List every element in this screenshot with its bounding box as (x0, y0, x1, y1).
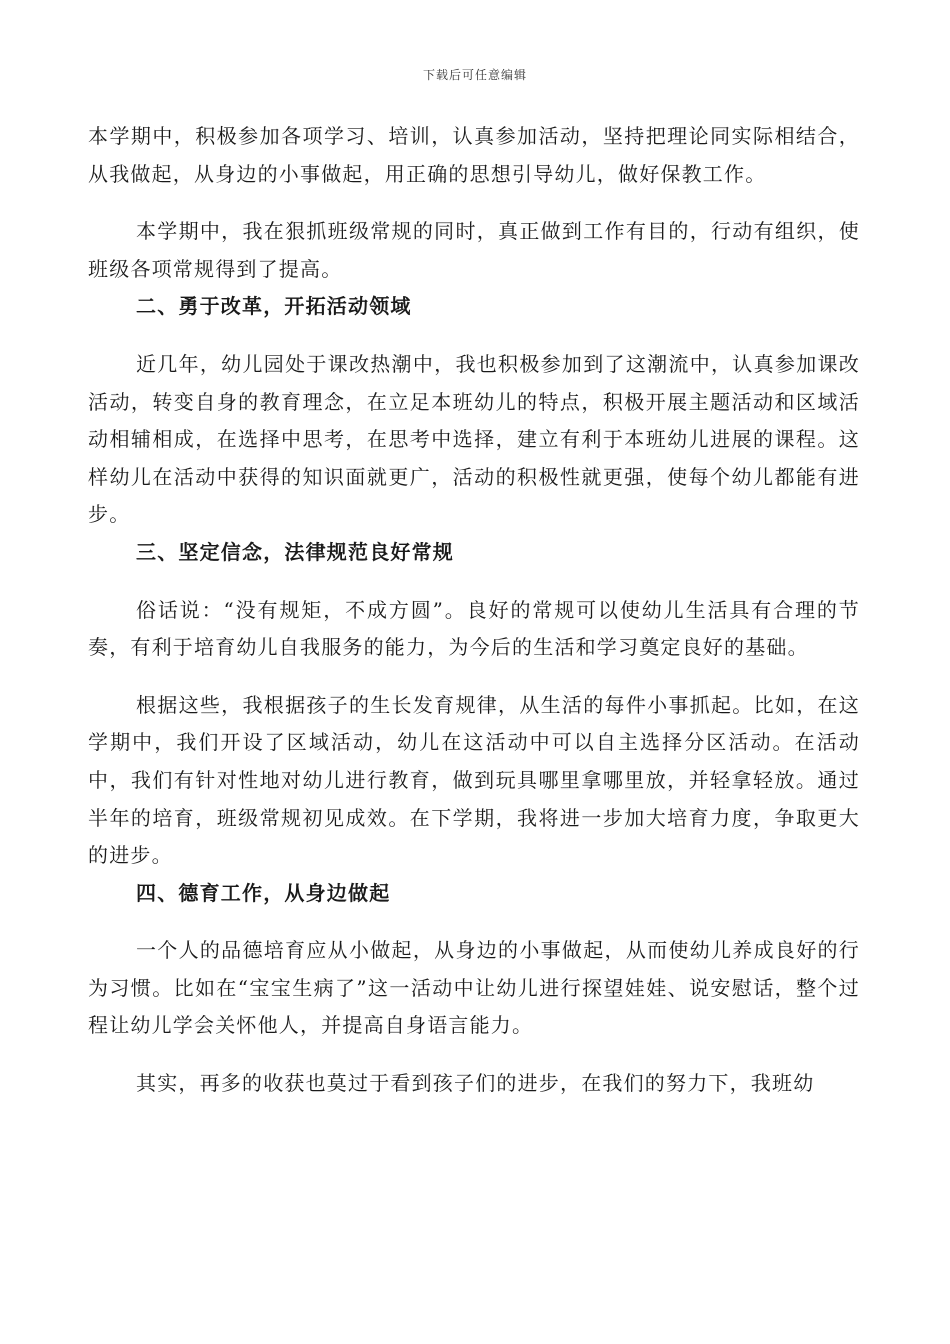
section-heading-3: 三、坚定信念，法律规范良好常规 (136, 539, 454, 564)
paragraph-2: 本学期中，我在狠抓班级常规的同时，真正做到工作有目的，行动有组织，使班级各项常规得到了提高。 (88, 219, 860, 281)
paragraph-7: 其实，再多的收获也莫过于看到孩子们的进步，在我们的努力下，我班幼 (136, 1071, 815, 1096)
header-note: 下载后可任意编辑 (422, 68, 527, 82)
paragraph-1: 本学期中，积极参加各项学习、培训，认真参加活动，坚持把理论同实际相结合，从我做起，从身边的小事做起，用正确的思想引导幼儿，做好保教工作。 (88, 124, 860, 186)
section-heading-2: 二、勇于改革，开拓活动领域 (136, 294, 412, 319)
paragraph-5: 根据这些，我根据孩子的生长发育规律，从生活的每件小事抓起。比如，在这学期中，我们开设了区域活动，幼儿在这活动中可以自主选择分区活动。在活动中，我们有针对性地对幼儿进行教育，做到玩具哪里拿哪里放，并轻拿轻放。通过半年的培育，班级常规初见成效。在下学期，我将进一步加大培育力度，争取更大的进步。 (88, 692, 860, 868)
paragraph-6: 一个人的品德培育应从小做起，从身边的小事做起，从而使幼儿养成良好的行为习惯。比如在“宝宝生病了”这一活动中让幼儿进行探望娃娃、说安慰话，整个过程让幼儿学会关怀他人，并提高自身语言能力。 (88, 938, 860, 1038)
section-heading-4: 四、德育工作，从身边做起 (136, 880, 391, 905)
paragraph-3: 近几年，幼儿园处于课改热潮中，我也积极参加到了这潮流中，认真参加课改活动，转变自身的教育理念，在立足本班幼儿的特点，积极开展主题活动和区域活动相辅相成，在选择中思考，在思考中选择，建立有利于本班幼儿进展的课程。这样幼儿在活动中获得的知识面就更广，活动的积极性就更强，使每个幼儿都能有进步。 (88, 351, 860, 527)
document-body (88, 118, 860, 1103)
paragraph-4: 俗话说：“没有规矩，不成方圆”。良好的常规可以使幼儿生活具有合理的节奏，有利于培育幼儿自我服务的能力，为今后的生活和学习奠定良好的基础。 (88, 597, 860, 660)
